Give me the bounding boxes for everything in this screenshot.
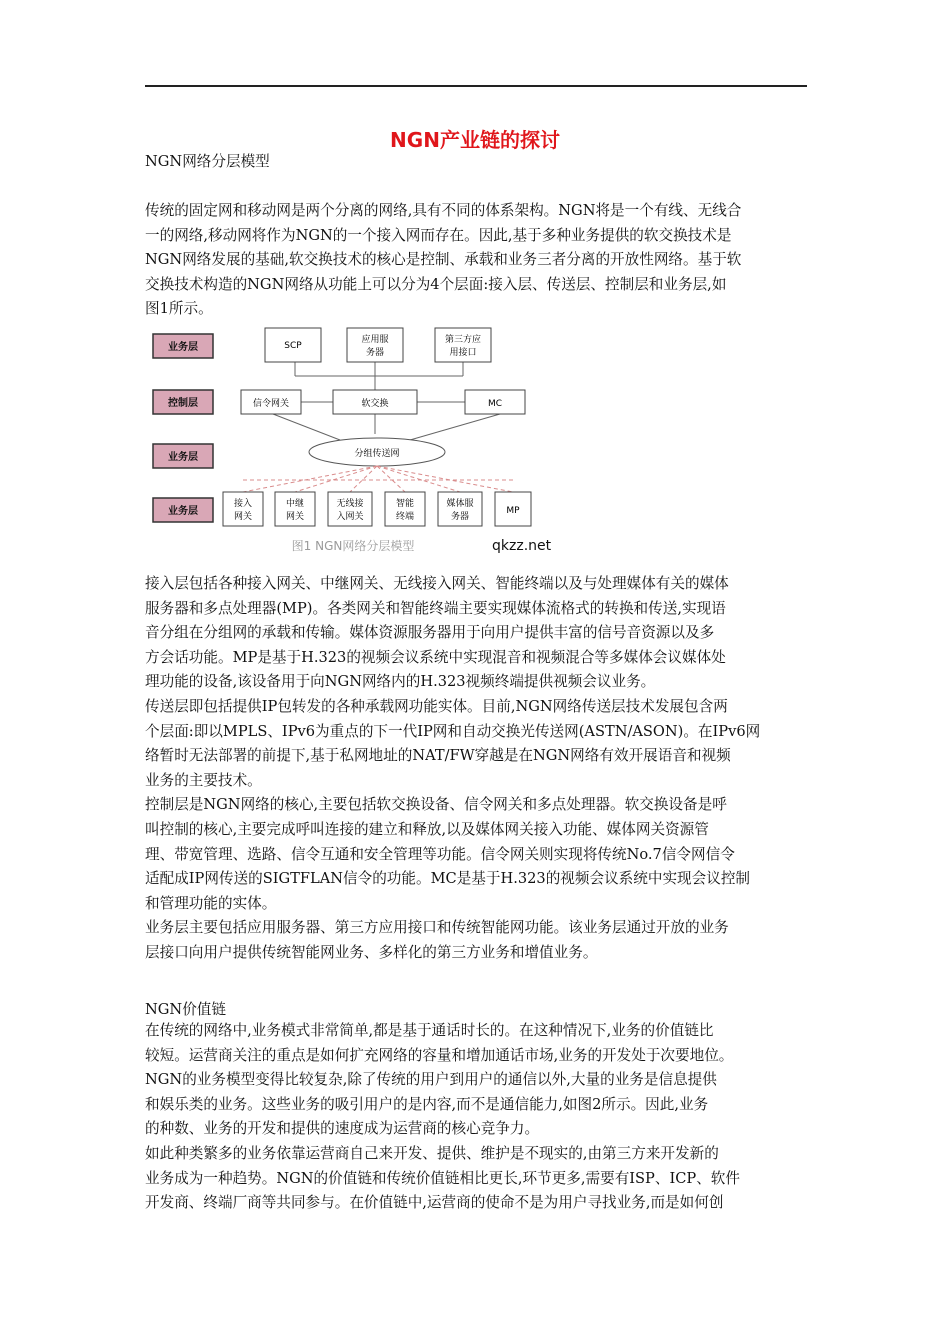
- node-label: 终端: [395, 512, 415, 522]
- header-rule: [145, 85, 807, 87]
- text-line: 和娱乐类的业务。这些业务的吸引用户的是内容,而不是通信能力,如图2所示。因此,业务: [145, 1095, 709, 1113]
- text-line: 的种数、业务的开发和提供的速度成为运营商的核心竞争力。: [145, 1120, 540, 1138]
- figure-caption: 图1 NGN网络分层模型: [291, 539, 415, 553]
- text-line: 个层面:即以MPLS、IPv6为重点的下一代IP网和自动交换光传送网(ASTN/ASON)。在IPv6网: [145, 722, 761, 740]
- layer-labels: [153, 334, 213, 522]
- ngn-layer-diagram-svg: [145, 318, 575, 558]
- layer-description: [145, 572, 810, 966]
- node-label: 务器: [450, 512, 470, 522]
- text-line: 一的网络,移动网将作为NGN的一个接入网而存在。因此,基于多种业务提供的软交换技术是: [145, 226, 732, 244]
- value-chain-paragraph: [145, 1019, 810, 1216]
- text-line: 控制层是NGN网络的核心,主要包括软交换设备、信令网关和多点处理器。软交换设备是呼: [145, 796, 727, 814]
- page-title: NGN产业链的探讨: [390, 128, 560, 152]
- text-line: 业务的主要技术。: [145, 771, 262, 789]
- ngn-layer-diagram: [145, 318, 575, 558]
- section-heading-layer-model: NGN网络分层模型: [145, 153, 270, 170]
- text-line: 传送层即包括提供IP包转发的各种承载网功能实体。目前,NGN网络传送层技术发展包含两: [145, 697, 728, 715]
- control-nodes: [241, 390, 525, 414]
- text-line: 较短。运营商关注的重点是如何扩充网络的容量和增加通话市场,业务的开发处于次要地位。: [145, 1046, 734, 1064]
- figure-source: qkzz.net: [492, 538, 552, 554]
- node-label: 应用服: [361, 335, 389, 345]
- node-label: 信令网关: [252, 399, 290, 409]
- layer-label: 业务层: [168, 506, 198, 517]
- node-label: 网关: [233, 512, 253, 522]
- text-line: 理功能的设备,该设备用于向NGN网络内的H.323视频终端提供视频会议业务。: [145, 673, 656, 691]
- node-label: 分组传送网: [354, 449, 400, 459]
- text-line: 服务器和多点处理器(MP)。各类网关和智能终端主要实现媒体流格式的转换和传送,实现语: [145, 599, 726, 617]
- node-label: 务器: [365, 348, 385, 358]
- text-line: 在传统的网络中,业务模式非常简单,都是基于通话时长的。在这种情况下,业务的价值链比: [145, 1022, 714, 1039]
- node-label: 智能: [395, 499, 415, 509]
- layer-label: 业务层: [168, 342, 198, 353]
- text-line: 业务层主要包括应用服务器、第三方应用接口和传统智能网功能。该业务层通过开放的业务: [145, 919, 729, 937]
- text-line: 叫控制的核心,主要完成呼叫连接的建立和释放,以及媒体网关接入功能、媒体网关资源管: [145, 820, 709, 838]
- node-label: 网关: [285, 512, 305, 522]
- text-line: 和管理功能的实体。: [145, 894, 277, 912]
- text-line: 业务成为一种趋势。NGN的价值链和传统价值链相比更长,环节更多,需要有ISP、ICP、软件: [145, 1169, 740, 1187]
- node-label: MC: [487, 399, 503, 409]
- node-label: 接入: [233, 499, 253, 509]
- layer-label: 业务层: [168, 452, 198, 463]
- text-line: 络暂时无法部署的前提下,基于私网地址的NAT/FW穿越是在NGN网络有效开展语音和视频: [145, 747, 731, 765]
- node-label: 第三方应: [444, 335, 482, 345]
- layer-label: 控制层: [168, 398, 198, 409]
- intro-paragraph: [145, 199, 810, 322]
- text-line: 适配成IP网传送的SIGTFLAN信令的功能。MC是基于H.323的视频会议系统中实现会议控制: [145, 870, 751, 888]
- section-heading-value-chain: NGN价值链: [145, 1001, 226, 1018]
- text-line: 如此种类繁多的业务依靠运营商自己来开发、提供、维护是不现实的,由第三方来开发新的: [145, 1144, 719, 1162]
- text-line: NGN的业务模型变得比较复杂,除了传统的用户到用户的通信以外,大量的业务是信息提供: [145, 1071, 717, 1089]
- text-line: 方会话功能。MP是基于H.323的视频会议系统中实现混音和视频混合等多媒体会议媒体处: [145, 648, 726, 666]
- node-label: 无线接: [336, 499, 364, 509]
- text-line: 音分组在分组网的承载和传输。媒体资源服务器用于向用户提供丰富的信号音资源以及多: [145, 624, 715, 642]
- node-label: SCP: [284, 341, 302, 351]
- text-line: 层接口向用户提供传统智能网业务、多样化的第三方业务和增值业务。: [145, 943, 598, 961]
- text-line: 图1所示。: [145, 300, 213, 318]
- service-nodes: [265, 328, 491, 362]
- access-nodes: [223, 492, 531, 526]
- access-links: [243, 466, 513, 492]
- text-line: 开发商、终端厂商等共同参与。在价值链中,运营商的使命不是为用户寻找业务,而是如何创: [145, 1194, 724, 1212]
- text-line: 理、带宽管理、选路、信令互通和安全管理等功能。信令网关则实现将传统No.7信令网信令: [145, 845, 735, 863]
- node-label: 用接口: [449, 348, 477, 358]
- node-label: 入网关: [336, 512, 364, 522]
- text-line: NGN网络发展的基础,软交换技术的核心是控制、承载和业务三者分离的开放性网络。基于软: [145, 251, 742, 269]
- text-line: 接入层包括各种接入网关、中继网关、无线接入网关、智能终端以及与处理媒体有关的媒体: [145, 575, 729, 592]
- node-label: 媒体服: [446, 499, 474, 509]
- node-label: 软交换: [361, 399, 389, 409]
- text-line: 交换技术构造的NGN网络从功能上可以分为4个层面:接入层、传送层、控制层和业务层,如: [145, 275, 727, 293]
- text-line: 传统的固定网和移动网是两个分离的网络,具有不同的体系架构。NGN将是一个有线、无线合: [145, 202, 742, 219]
- node-label: 中继: [285, 499, 305, 509]
- node-label: MP: [506, 506, 520, 516]
